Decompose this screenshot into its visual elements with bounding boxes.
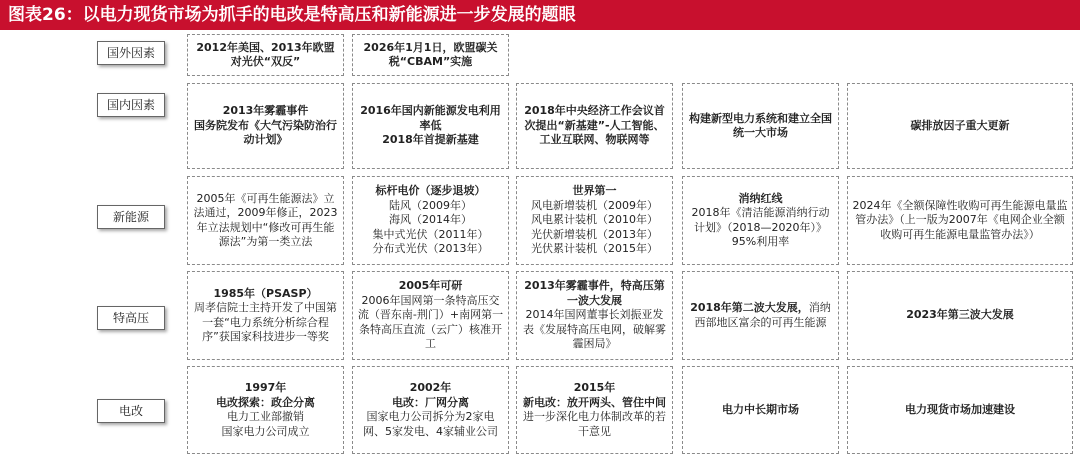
cell-body: 2005年《可再生能源法》立法通过，2009年修正，2023年立法规划中“修改可再生能源法”为第一类立法 — [193, 191, 338, 248]
cell-uhv-4 — [682, 271, 839, 360]
cell-body: 国家电力公司拆分为2家电网、5家发电、4家辅业公司 — [363, 410, 498, 438]
cell-lead: 构建新型电力系统和建立全国统一大市场 — [689, 111, 832, 139]
cell-body: 周孝信院士主持开发了中国第一套“电力系统分析综合程序”获国家科技进步一等奖 — [194, 301, 337, 343]
cell-domestic-5 — [847, 83, 1073, 169]
cell-lead: 2013年雾霾事件，特高压第一波大发展 — [524, 279, 665, 307]
cell-reform-3 — [516, 366, 673, 454]
cell-uhv-5 — [847, 271, 1073, 360]
cell-new-energy-1 — [187, 176, 344, 265]
cell-body: 电力工业部撤销 国家电力公司成立 — [221, 410, 310, 438]
cell-body: 风电新增装机（2009年） 风电累计装机（2010年） 光伏新增装机（2013年） 光伏累计装机（2015年） — [531, 198, 658, 256]
cell-body: 陆风（2009年） 海风（2014年） 集中式光伏（2011年） 分布式光伏（2013年） — [372, 198, 489, 256]
cell-reform-2 — [352, 366, 509, 454]
cell-new-energy-2 — [352, 176, 509, 265]
row-label-reform: 电改 — [97, 399, 165, 423]
cell-domestic-4 — [682, 83, 839, 169]
cell-body: 2018年《清洁能源消纳行动计划》（2018—2020年）》95%利用率 — [691, 206, 830, 248]
cell-uhv-1 — [187, 271, 344, 360]
cell-lead: 标杆电价（逐步退坡） — [375, 184, 486, 198]
cell-lead: 2023年第三波大发展 — [906, 308, 1014, 322]
cell-lead: 2013年雾霾事件 国务院发布《大气污染防治行动计划》 — [194, 104, 337, 147]
cell-lead: 2015年 新电改：放开两头、管住中间 — [523, 381, 666, 409]
cell-lead: 2018年第二波大发展， — [690, 301, 809, 314]
cell-domestic-2 — [352, 83, 509, 169]
cell-new-energy-5 — [847, 176, 1073, 265]
row-label-domestic: 国内因素 — [97, 93, 165, 117]
cell-domestic-3 — [516, 83, 673, 169]
cell-body: 进一步深化电力体制改革的若干意见 — [523, 410, 666, 438]
row-label-uhv: 特高压 — [97, 306, 165, 330]
cell-lead: 1997年 电改探索：政企分离 — [216, 381, 315, 409]
cell-reform-4 — [682, 366, 839, 454]
cell-body: 2014年国网董事长刘振亚发表《发展特高压电网，破解雾霾困局》 — [523, 308, 666, 351]
cell-body: 消纳西部地区富余的可再生能源 — [694, 301, 831, 329]
cell-body: 2024年《全额保障性收购可再生能源电量监管办法》（上一版为2007年《电网企业全额收购可再生能源电量监管办法》） — [852, 198, 1068, 241]
cell-new-energy-4 — [682, 176, 839, 265]
cell-lead: 世界第一 — [572, 184, 617, 198]
cell-lead: 电力现货市场加速建设 — [905, 402, 1015, 416]
row-label-foreign: 国外因素 — [97, 41, 165, 65]
cell-lead: 电力中长期市场 — [722, 402, 799, 416]
cell-lead: 2018年中央经济工作会议首次提出“新基建”-人工智能、工业互联网、物联网等 — [524, 104, 665, 147]
cell-lead: 碳排放因子重大更新 — [910, 118, 1010, 132]
cell-foreign-1 — [187, 34, 344, 76]
cell-lead: 2012年美国、2013年欧盟对光伏“双反” — [196, 40, 335, 68]
cell-lead: 2002年 电改：厂网分离 — [392, 381, 469, 409]
cell-lead: 消纳红线 — [738, 191, 783, 205]
cell-lead: 2005年可研 — [398, 279, 463, 293]
cell-lead: 1985年（PSASP） — [213, 286, 318, 300]
figure-title: 图表26：以电力现货市场为抓手的电改是特高压和新能源进一步发展的题眼 — [0, 0, 1080, 30]
cell-domestic-1 — [187, 83, 344, 169]
row-label-new-energy: 新能源 — [97, 205, 165, 229]
cell-foreign-2 — [352, 34, 509, 76]
cell-uhv-2 — [352, 271, 509, 360]
cell-reform-5 — [847, 366, 1073, 454]
cell-reform-1 — [187, 366, 344, 454]
cell-new-energy-3 — [516, 176, 673, 265]
cell-body: 2006年国网第一条特高压交流（晋东南-荆门）+南网第一条特高压直流（云广）核准开工 — [357, 293, 504, 351]
cell-lead: 2016年国内新能源发电利用率低 2018年首提新基建 — [360, 104, 501, 147]
cell-uhv-3 — [516, 271, 673, 360]
cell-lead: 2026年1月1日，欧盟碳关税“CBAM”实施 — [363, 40, 498, 68]
